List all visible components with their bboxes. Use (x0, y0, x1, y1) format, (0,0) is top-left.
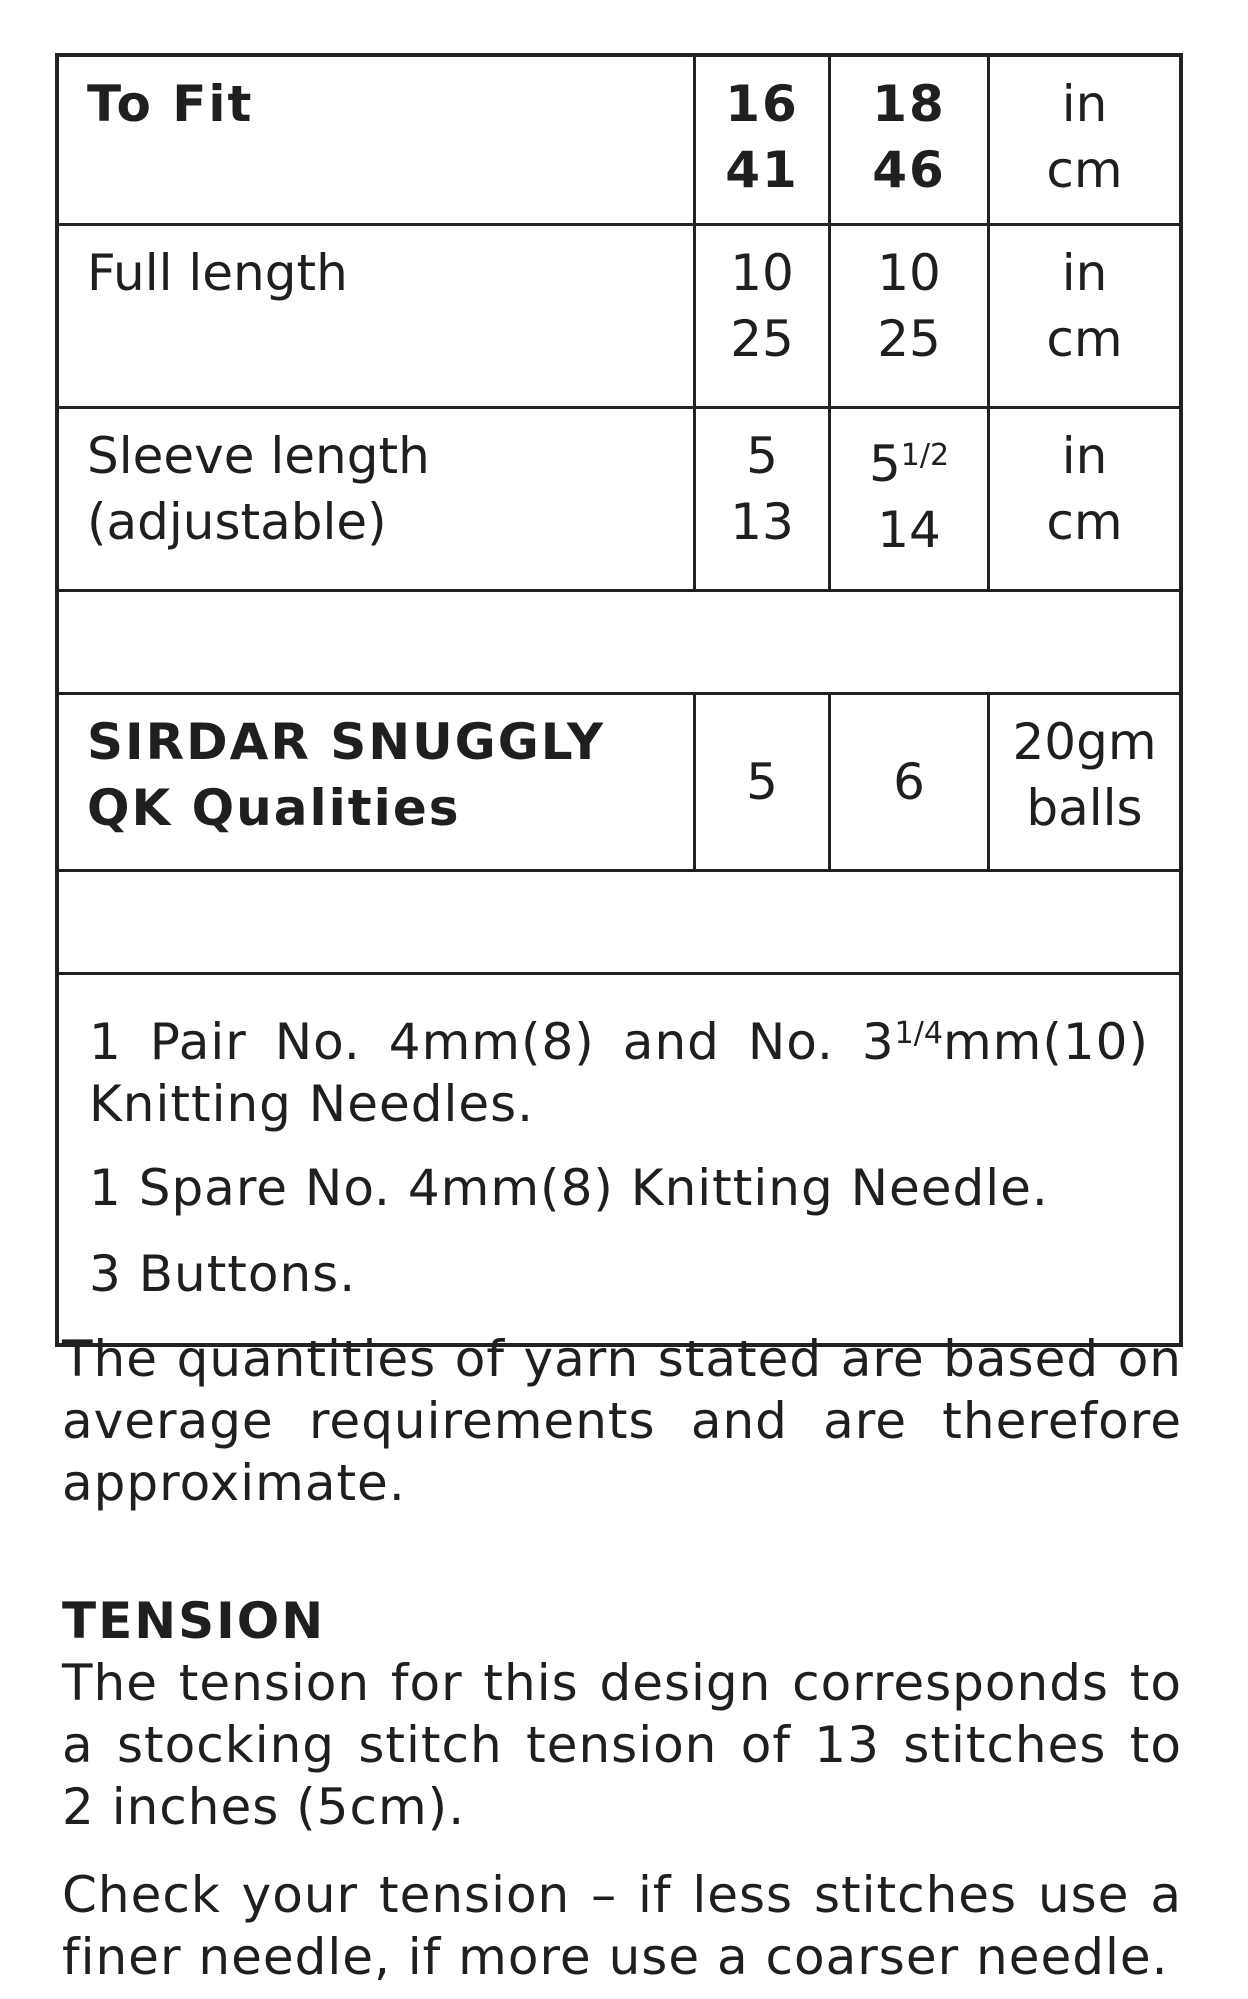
full-length-unit-in: in (1061, 244, 1108, 302)
full-length-size2-cell (830, 225, 989, 408)
full-length-size1-in: 10 (730, 244, 794, 302)
full-length-size2-cm: 25 (877, 310, 941, 368)
sleeve-length-unit-cm: cm (1046, 493, 1123, 551)
needles-item-buttons: 3 Buttons. (89, 1245, 357, 1303)
needles-item-pair (89, 1003, 1149, 1135)
yarn-size2-balls: 6 (893, 753, 925, 811)
table-row-yarn (57, 694, 1181, 871)
yarn-size1-balls: 5 (746, 753, 778, 811)
full-length-size1-cell (695, 225, 830, 408)
sleeve-length-size2-fraction: 1/2 (900, 438, 950, 473)
table-row-needles (57, 974, 1181, 1346)
table-row-full-length (57, 225, 1181, 408)
yarn-unit-weight: 20gm (1012, 713, 1157, 771)
sleeve-length-note: (adjustable) (87, 493, 387, 551)
yarn-size1-cell (695, 694, 830, 871)
to-fit-unit-in: in (1061, 75, 1108, 133)
tension-paragraph: The tension for this design corresponds to a stocking stitch tension of 13 stitches to 2 inches (5cm). (62, 1654, 1182, 1836)
full-length-label-cell (57, 225, 695, 408)
yarn-unit-balls: balls (1026, 779, 1143, 837)
to-fit-label: To Fit (87, 75, 254, 133)
full-length-unit-cm: cm (1046, 310, 1123, 368)
full-length-unit-cell (989, 225, 1182, 408)
table-row-sleeve-length (57, 408, 1181, 591)
full-length-label: Full length (87, 244, 348, 302)
sleeve-length-size2-whole: 5 (868, 435, 901, 493)
to-fit-size1-in: 16 (725, 75, 799, 133)
yarn-quality: QK Qualities (87, 779, 461, 837)
needles-pair-text: 1 Pair No. 4mm(8) and No. 3 (89, 1013, 895, 1071)
needles-item-spare: 1 Spare No. 4mm(8) Knitting Needle. (89, 1159, 1049, 1217)
sleeve-length-label-cell (57, 408, 695, 591)
needles-pair-text-end: mm(10) Knitting Needles. (89, 1013, 1149, 1133)
yarn-size2-cell (830, 694, 989, 871)
to-fit-unit-cell (989, 55, 1182, 225)
tension-heading: TENSION (62, 1592, 326, 1650)
to-fit-unit-cm: cm (1046, 141, 1123, 199)
to-fit-size2-in: 18 (872, 75, 946, 133)
sleeve-length-size2-cell (830, 408, 989, 591)
table-row-spacer (57, 871, 1181, 974)
to-fit-size2-cell (830, 55, 989, 225)
sleeve-length-label: Sleeve length (87, 427, 430, 485)
yarn-label-cell (57, 694, 695, 871)
yarn-unit-cell (989, 694, 1182, 871)
needles-cell (57, 974, 1181, 1346)
sleeve-length-size1-cell (695, 408, 830, 591)
spacer-cell (57, 591, 1181, 694)
to-fit-size1-cell (695, 55, 830, 225)
yarn-quantity-note: The quantities of yarn stated are based on average requirements and are therefore approximate. (62, 1330, 1182, 1512)
sleeve-length-size1-in: 5 (746, 427, 778, 485)
to-fit-label-cell (57, 55, 695, 225)
sleeve-length-unit-in: in (1061, 427, 1108, 485)
table-row-to-fit (57, 55, 1181, 225)
yarn-brand: SIRDAR SNUGGLY (87, 713, 606, 771)
sleeve-length-size2-cm: 14 (877, 501, 941, 559)
sleeve-length-unit-cell (989, 408, 1182, 591)
to-fit-size2-cm: 46 (872, 141, 946, 199)
full-length-size2-in: 10 (877, 244, 941, 302)
tension-check-paragraph: Check your tension – if less stitches use a finer needle, if more use a coarser needle. (62, 1866, 1182, 1986)
table-row-spacer (57, 591, 1181, 694)
full-length-size1-cm: 25 (730, 310, 794, 368)
spacer-cell (57, 871, 1181, 974)
sleeve-length-size2-in (831, 423, 987, 497)
to-fit-size1-cm: 41 (725, 141, 799, 199)
needles-pair-fraction: 1/4 (894, 1016, 943, 1051)
size-materials-table (55, 53, 1183, 1347)
sleeve-length-size1-cm: 13 (730, 493, 794, 551)
